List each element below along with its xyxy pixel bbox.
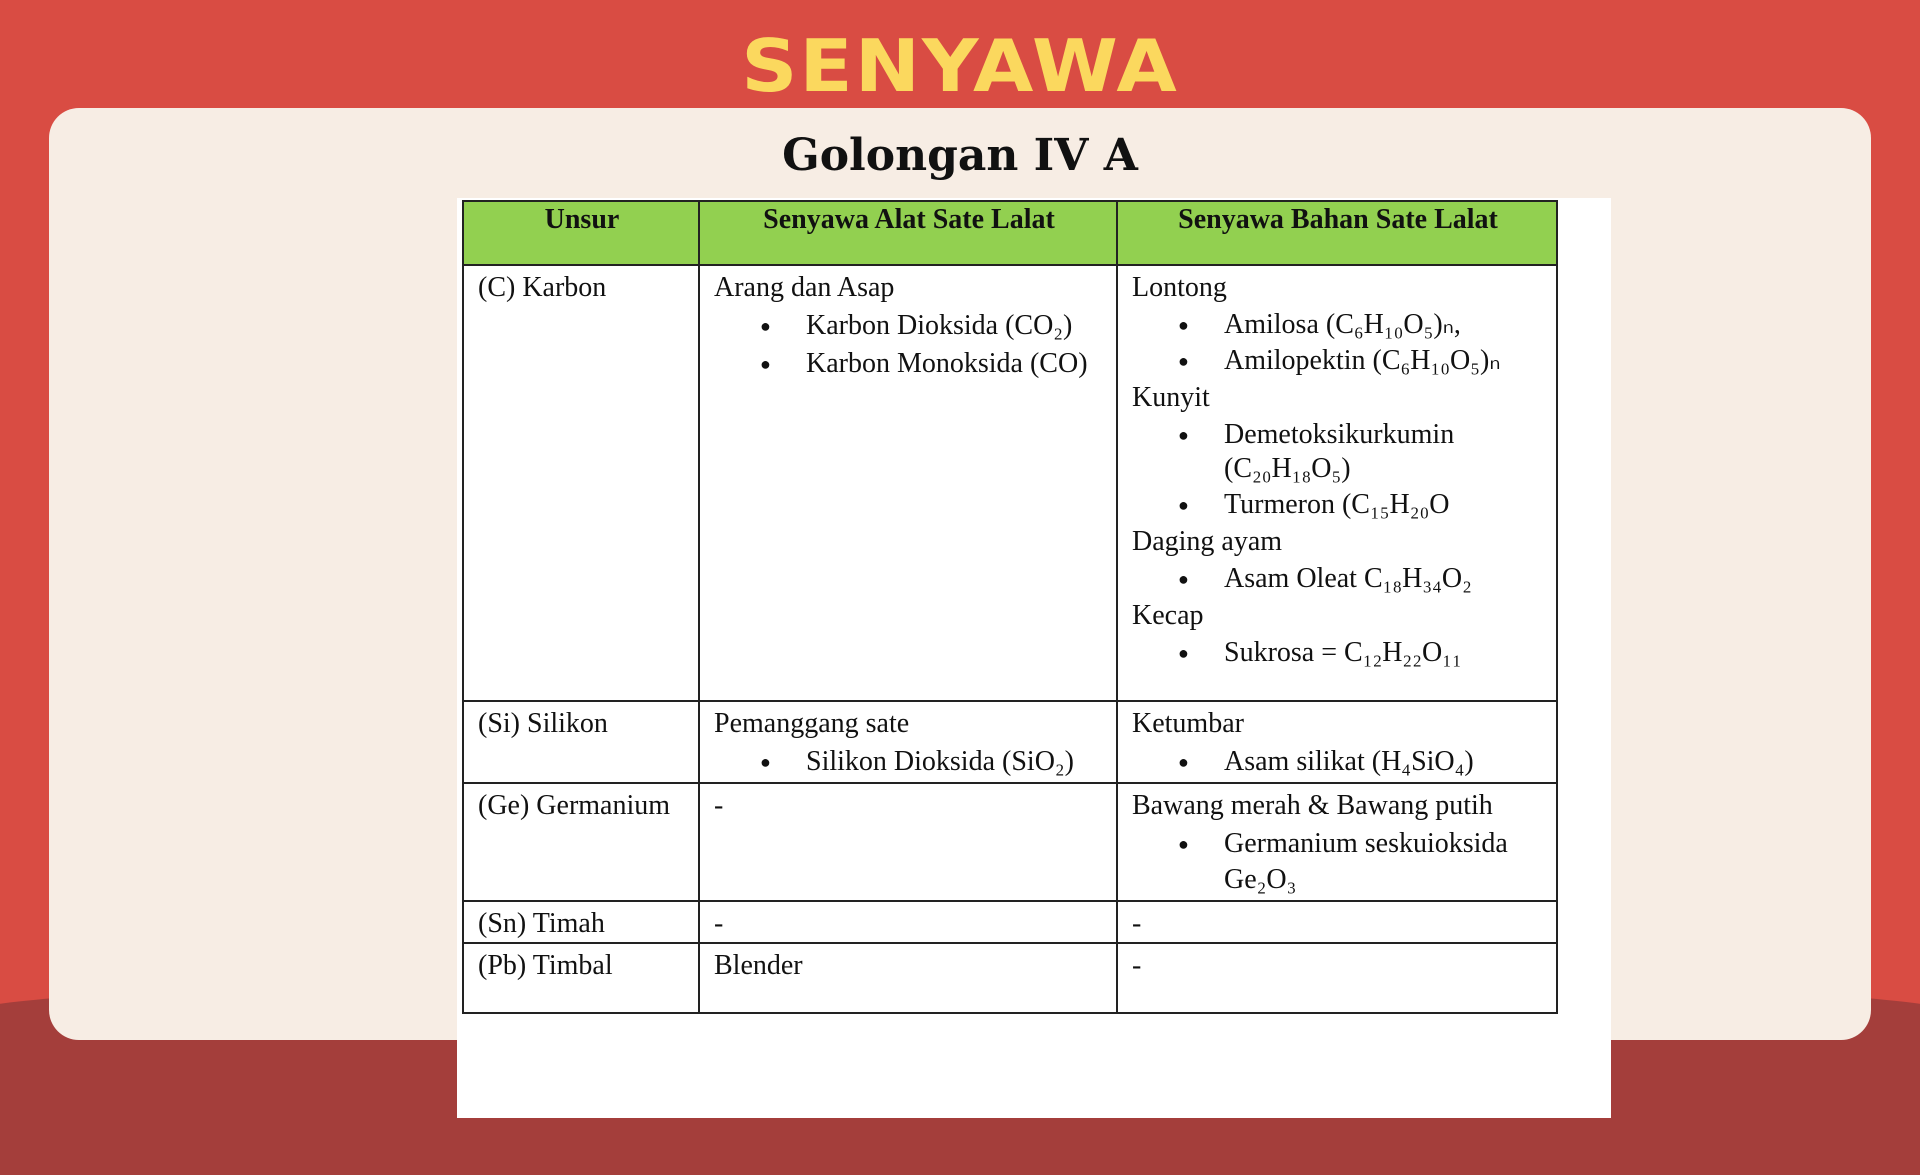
- alat-title: Arang dan Asap: [714, 272, 895, 303]
- list-item: ● Sukrosa = C₁₂H₂₂O₁₁: [1132, 636, 1544, 670]
- cell-unsur: (Si) Silikon: [463, 701, 699, 783]
- table-row: [463, 265, 1557, 701]
- table-row: [463, 901, 1557, 943]
- table-sheet: [457, 198, 1611, 1118]
- cell-bahan: -: [1117, 901, 1557, 943]
- bahan-list: [1132, 636, 1544, 670]
- cell-unsur: (Pb) Timbal: [463, 943, 699, 1013]
- compound-table: [462, 200, 1558, 1014]
- list-item: ● Turmeron (C₁₅H₂₀O: [1132, 488, 1544, 522]
- content-card: [49, 108, 1871, 1040]
- list-item: ● Demetoksikurkumin (C₂₀H₁₈O₅): [1132, 418, 1544, 486]
- cell-unsur: (Ge) Germanium: [463, 783, 699, 901]
- list-item: ● Amilosa (C₆H₁₀O₅)ₙ,: [1132, 308, 1544, 342]
- bahan-list: [1132, 826, 1544, 898]
- header-alat: Senyawa Alat Sate Lalat: [699, 201, 1117, 265]
- cell-alat: -: [699, 901, 1117, 943]
- table-row: [463, 783, 1557, 901]
- table-row: [463, 943, 1557, 1013]
- list-item: ● Amilopektin (C₆H₁₀O₅)ₙ: [1132, 344, 1544, 378]
- cell-bahan: [1117, 265, 1557, 701]
- bahan-list: [1132, 744, 1544, 780]
- alat-list: [714, 744, 1104, 780]
- cell-bahan: [1117, 783, 1557, 901]
- bahan-list: [1132, 308, 1544, 378]
- bahan-list: [1132, 418, 1544, 522]
- alat-list: [714, 308, 1104, 382]
- list-item: ● Karbon Monoksida (CO): [714, 346, 1104, 382]
- header-unsur: Unsur: [463, 201, 699, 265]
- cell-alat: [699, 701, 1117, 783]
- slide-subtitle: Golongan IV A: [782, 130, 1138, 181]
- header-bahan: Senyawa Bahan Sate Lalat: [1117, 201, 1557, 265]
- bahan-title: Kunyit: [1132, 382, 1210, 413]
- cell-alat: [699, 265, 1117, 701]
- alat-title: Pemanggang sate: [714, 708, 910, 739]
- table-row: [463, 701, 1557, 783]
- bahan-title: Lontong: [1132, 272, 1227, 303]
- bahan-title: Kecap: [1132, 600, 1204, 631]
- bahan-title: Bawang merah & Bawang putih: [1132, 790, 1493, 821]
- cell-alat: -: [699, 783, 1117, 901]
- cell-unsur: (C) Karbon: [463, 265, 699, 701]
- bahan-list: [1132, 562, 1544, 596]
- cell-bahan: -: [1117, 943, 1557, 1013]
- bahan-title: Daging ayam: [1132, 526, 1283, 557]
- cell-unsur: (Sn) Timah: [463, 901, 699, 943]
- list-item: ● Silikon Dioksida (SiO₂): [714, 744, 1104, 780]
- cell-bahan: [1117, 701, 1557, 783]
- list-item: ● Asam Oleat C₁₈H₃₄O₂: [1132, 562, 1544, 596]
- list-item: ● Asam silikat (H₄SiO₄): [1132, 744, 1544, 780]
- list-item: ● Karbon Dioksida (CO₂): [714, 308, 1104, 344]
- slide-title: SENYAWA: [741, 25, 1179, 109]
- cell-alat: Blender: [699, 943, 1117, 1013]
- bahan-title: Ketumbar: [1132, 708, 1244, 739]
- list-item: ● Germanium seskuioksida Ge₂O₃: [1132, 826, 1544, 898]
- table-header-row: [463, 201, 1557, 265]
